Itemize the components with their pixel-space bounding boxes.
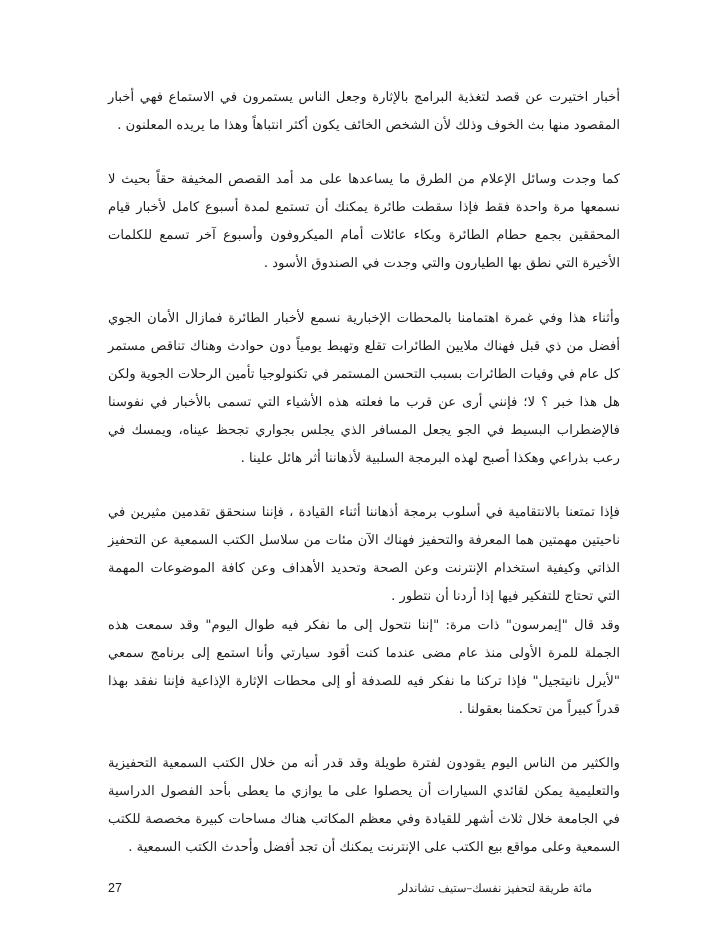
paragraph: والكثير من الناس اليوم يقودون لفترة طويلة وقد قدر أنه من خلال الكتب السمعية التحفيزية والتعليمية يمكن لقائدي السيارات أن يحصلوا على ما يوازي ما يعطى بأحد الفصول الدراسية في الجامعة خلال ثلاث أشهر للقيادة وفي معظم المكاتب هناك مساحات كبيرة مخصصة للكتب السمعية وعلى مواقع بيع الكتب على الإنترنت يمكنك أن تجد أفضل وأحدث الكتب السمعية . [108,755,620,856]
running-title: مائة طريقة لتحفيز نفسك–ستيف تشاندلر [398,881,592,895]
paragraph: أخبار اختيرت عن قصد لتغذية البرامج بالإثارة وجعل الناس يستمرون في الاستماع فهي أخبار المقصود منها بث الخوف وذلك لأن الشخص الخائف يكون أكثر انتباهاً وهذا ما يريده المعلنون . [108,90,620,134]
paragraph: فإذا تمتعنا بالانتقامية في أسلوب برمجة أذهاننا أثناء القيادة ، فإننا سنحقق تقدمين مثيرين في ناحيتين مهمتين هما المعرفة والتحفيز فهناك الآن مئات من سلاسل الكتب السمعية عن التحفيز الذاتي وكيفية استخدام الإنترنت وعن الصحة وتحديد الأهداف وعن كافة الموضوعات المهمة التي تحتاج للتفكير فيها إذا أردنا أن نتطور . [108,505,620,605]
page-footer [108,878,620,898]
paragraph: وقد قال "إيمرسون" ذات مرة: "إننا نتحول إلى ما نفكر فيه طوال اليوم" وقد سمعت هذه الجملة للمرة الأولى منذ عام مضى عندما كنت أقود سيارتي وأنا استمع إلى برنامج سمعي "لأيرل نانيتجيل" فإذا تركنا ما نفكر فيه للصدفة أو إلى محطات الإثارة الإذاعية فإننا نفقد بهذا قدراً كبيراً من تحكمنا بعقولنا . [108,617,620,717]
page-body [108,84,620,888]
paragraph: وأثناء هذا وفي غمرة اهتمامنا بالمحطات الإخبارية نسمع لأخبار الطائرة فمازال الأمان الجوي أفضل من ذي قبل فهناك ملايين الطائرات تقلع وتهبط يومياً دون حوادث وهناك تناقص مستمر كل عام في وفيات الطائرات بسبب التحسن المستمر في تكنولوجيا تأمين الرحلات الجوية ولكن هل هذا خبر ؟ لا؛ فإنني أرى عن قرب ما فعلته هذه الأشياء التي تسمى بالأخبار في نفوسنا فالإضطراب البسيط في الجو يجعل المسافر الذي يجلس بجواري تجحظ عيناه، ويمسك في رعب بذراعي وهكذا أصبح لهذه البرمجة السلبية لأذهاننا أثر هائل علينا . [108,310,620,467]
paragraph: كما وجدت وسائل الإعلام من الطرق ما يساعدها على مد أمد القصص المخيفة حقاً بحيث لا نسمعها مرة واحدة فقط فإذا سقطت طائرة يمكنك أن تستمع لمدة أسبوع كامل لأخبار قيام المحققين بجمع حطام الطائرة وبكاء عائلات أمام الميكروفون وأسبوع آخر تسمع للكلمات الأخيرة التي نطق بها الطيارون والتي وجدت في الصندوق الأسود . [108,172,620,272]
page-number: 27 [108,881,122,895]
